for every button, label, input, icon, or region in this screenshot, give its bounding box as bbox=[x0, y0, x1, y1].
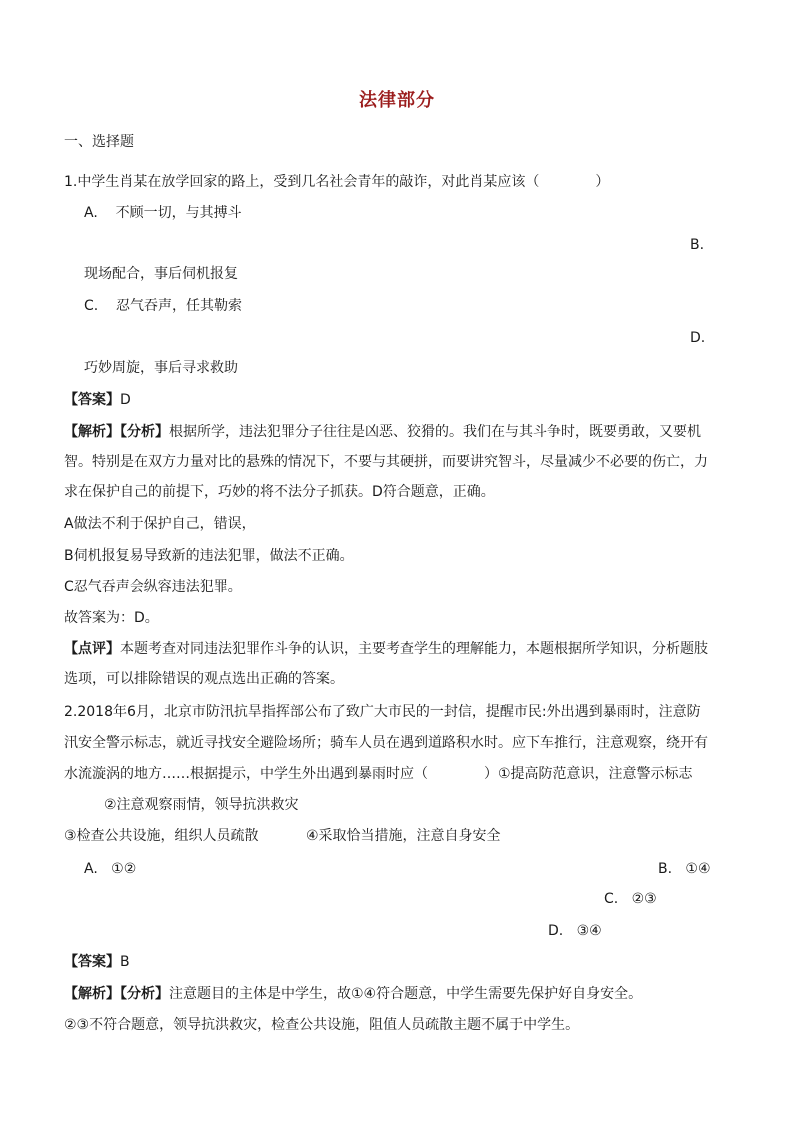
page-title: 法律部分 bbox=[359, 90, 435, 111]
q2-option-b bbox=[658, 859, 711, 879]
q1-stem: 1.中学生肖某在放学回家的路上，受到几名社会青年的敲诈，对此肖某应该（ ） bbox=[64, 174, 610, 190]
q2-stem-line-2: 汛安全警示标志，就近寻找安全避险场所；骑车人员在遇到道路积水时。应下车推行，注意观察，绕开有 bbox=[64, 735, 708, 751]
q1-comment-line-2: 选项，可以排除错误的观点选出正确的答案。 bbox=[64, 671, 344, 687]
q2-item-4: ④采取恰当措施，注意自身安全 bbox=[306, 828, 501, 844]
section-heading: 一、选择题 bbox=[64, 134, 134, 150]
q1-analysis-line-2: 智。特别是在双方力量对比的悬殊的情况下，不要与其硬拼，而要讲究智斗，尽量减少不必要的伤亡，力 bbox=[64, 454, 708, 470]
q1-option-c-text: 忍气吞声，任其勒索 bbox=[116, 298, 243, 314]
q1-answer bbox=[64, 390, 131, 410]
q2-option-c-letter: C. bbox=[604, 891, 619, 907]
q2-option-d-text: ③④ bbox=[576, 923, 602, 939]
q1-option-d-text: 巧妙周旋，事后寻求救助 bbox=[84, 360, 238, 376]
q2-option-d-letter: D. bbox=[548, 923, 564, 939]
q2-option-a-letter: A. bbox=[84, 861, 98, 877]
q2-analysis-text-1: 注意题目的主体是中学生，故①④符合题意，中学生需要先保护好自身安全。 bbox=[169, 986, 643, 1002]
q1-comment-line-1 bbox=[64, 639, 708, 659]
q2-item-2: ②注意观察雨情，领导抗洪救灾 bbox=[104, 797, 299, 813]
q2-option-a-text: ①② bbox=[111, 861, 137, 877]
q1-option-a bbox=[84, 203, 242, 223]
q2-option-b-letter: B. bbox=[658, 861, 673, 877]
q1-answer-tag: 【答案】 bbox=[64, 392, 120, 408]
q1-comment-text-1: 本题考查对同违法犯罪作斗争的认识，主要考查学生的理解能力，本题根据所学知识，分析题肢 bbox=[120, 641, 708, 657]
q2-option-d bbox=[548, 921, 602, 941]
q1-option-c-letter: C. bbox=[84, 298, 99, 314]
q2-analysis-line-2: ②③不符合题意，领导抗洪救灾，检查公共设施，阻值人员疏散主题不属于中学生。 bbox=[64, 1017, 580, 1033]
q1-option-b-letter: B. bbox=[690, 237, 705, 253]
q2-option-c bbox=[604, 889, 657, 909]
q2-stem-line-3: 水流漩涡的地方……根据提示，中学生外出遇到暴雨时应（ ）①提高防范意识，注意警示标志 bbox=[64, 766, 693, 782]
q1-option-a-letter: A. bbox=[84, 205, 98, 221]
q2-option-c-text: ②③ bbox=[631, 891, 657, 907]
q1-analysis-line-3: 求在保护自己的前提下，巧妙的将不法分子抓获。D符合题意，正确。 bbox=[64, 484, 495, 500]
q2-option-b-text: ①④ bbox=[685, 861, 711, 877]
q1-note-a: A做法不利于保护自己，错误， bbox=[64, 516, 256, 532]
q2-option-a bbox=[84, 859, 136, 879]
q2-item-3: ③检查公共设施，组织人员疏散 bbox=[64, 828, 259, 844]
q1-note-b: B伺机报复易导致新的违法犯罪，做法不正确。 bbox=[64, 548, 354, 564]
q1-final: 故答案为：D。 bbox=[64, 610, 159, 626]
q2-stem-line-1: 2.2018年6月，北京市防汛抗旱指挥部公布了致广大市民的一封信，提醒市民:外出遇到暴雨时，注意防 bbox=[64, 704, 701, 720]
q1-option-d-letter: D. bbox=[690, 330, 706, 346]
q1-option-b-text: 现场配合，事后伺机报复 bbox=[84, 266, 238, 282]
q1-answer-value: D bbox=[120, 392, 131, 408]
q1-option-a-text: 不顾一切，与其搏斗 bbox=[115, 205, 242, 221]
q2-answer-tag: 【答案】 bbox=[64, 954, 120, 970]
q1-comment-tag: 【点评】 bbox=[64, 641, 120, 657]
q2-analysis-tag: 【解析】【分析】 bbox=[64, 986, 169, 1002]
q1-analysis-text-1: 根据所学，违法犯罪分子往往是凶恶、狡猾的。我们在与其斗争时，既要勇敢，又要机 bbox=[169, 424, 701, 440]
q1-note-c: C忍气吞声会纵容违法犯罪。 bbox=[64, 579, 242, 595]
q1-analysis-line-1 bbox=[64, 422, 701, 442]
q2-analysis-line-1 bbox=[64, 984, 642, 1004]
q1-analysis-tag: 【解析】【分析】 bbox=[64, 424, 169, 440]
q1-option-c bbox=[84, 296, 242, 316]
q2-answer-value: B bbox=[120, 954, 130, 970]
q2-answer bbox=[64, 952, 130, 972]
